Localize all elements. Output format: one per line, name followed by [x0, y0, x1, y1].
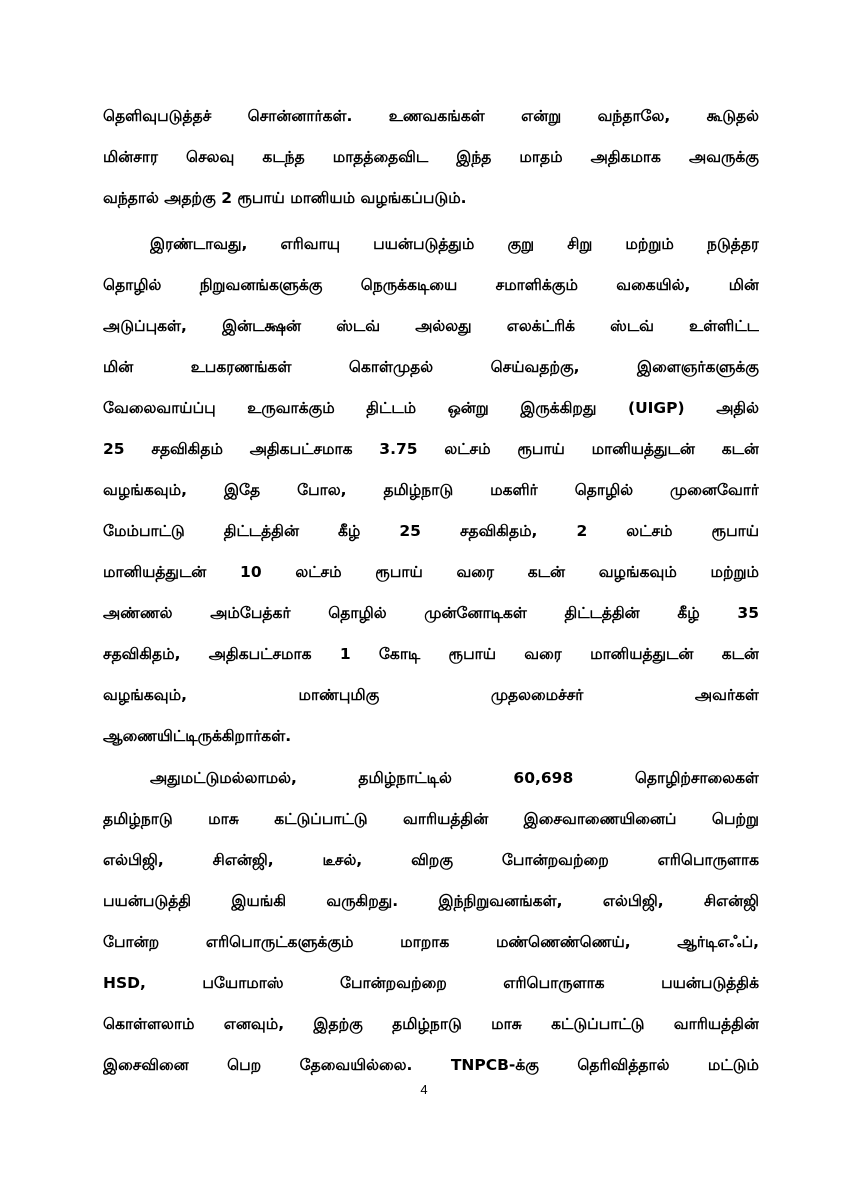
text-line: மின்சார செலவு கடந்த மாதத்தைவிட இந்த மாதம் அதிகமாக அவருக்கு [103, 148, 759, 166]
text-line: வழங்கவும், மாண்புமிகு முதலமைச்சர் அவர்கள் [103, 686, 759, 704]
page-number: 4 [420, 1082, 428, 1097]
text-line: போன்ற எரிபொருட்களுக்கும் மாறாக மண்ணெண்ணெய், ஆர்டிஎஃப், [103, 933, 759, 951]
text-line: 25 சதவிகிதம் அதிகபட்சமாக 3.75 லட்சம் ரூபாய் மானியத்துடன் கடன் [103, 440, 759, 458]
text-line: இரண்டாவது, எரிவாயு பயன்படுத்தும் குறு சிறு மற்றும் நடுத்தர [150, 235, 759, 253]
text-line: மானியத்துடன் 10 லட்சம் ரூபாய் வரை கடன் வழங்கவும் மற்றும் [103, 563, 759, 581]
text-line: வேலைவாய்ப்பு உருவாக்கும் திட்டம் ஒன்று இருக்கிறது (UIGP) அதில் [103, 399, 759, 417]
text-line: மின் உபகரணங்கள் கொள்முதல் செய்வதற்கு, இளைஞர்களுக்கு [103, 358, 759, 376]
text-line: சதவிகிதம், அதிகபட்சமாக 1 கோடி ரூபாய் வரை மானியத்துடன் கடன் [103, 645, 759, 663]
text-line: பயன்படுத்தி இயங்கி வருகிறது. இந்நிறுவனங்கள், எல்பிஜி, சிஎன்ஜி [103, 892, 759, 910]
text-line: அதுமட்டுமல்லாமல், தமிழ்நாட்டில் 60,698 தொழிற்சாலைகள் [150, 769, 759, 787]
text-line: அடுப்புகள், இன்டக்ஷன் ஸ்டவ் அல்லது எலக்ட்ரிக் ஸ்டவ் உள்ளிட்ட [103, 317, 759, 335]
text-line: அண்ணல் அம்பேத்கர் தொழில் முன்னோடிகள் திட்டத்தின் கீழ் 35 [103, 604, 759, 622]
text-line: ஆணையிட்டிருக்கிறார்கள். [103, 727, 292, 745]
text-line: இசைவினை பெற தேவையில்லை. TNPCB-க்கு தெரிவித்தால் மட்டும் [103, 1056, 759, 1074]
text-line: கொள்ளலாம் எனவும், இதற்கு தமிழ்நாடு மாசு கட்டுப்பாட்டு வாரியத்தின் [103, 1015, 759, 1033]
text-line: தொழில் நிறுவனங்களுக்கு நெருக்கடியை சமாளிக்கும் வகையில், மின் [103, 276, 759, 294]
text-line: வந்தால் அதற்கு 2 ரூபாய் மானியம் வழங்கப்படும். [103, 189, 467, 207]
text-line: தெளிவுபடுத்தச் சொன்னார்கள். உணவகங்கள் என்று வந்தாலே, கூடுதல் [103, 107, 759, 125]
text-line: HSD, பயோமாஸ் போன்றவற்றை எரிபொருளாக பயன்படுத்திக் [103, 974, 759, 992]
text-line: எல்பிஜி, சிஎன்ஜி, டீசல், விறகு போன்றவற்றை எரிபொருளாக [103, 851, 759, 869]
text-line: தமிழ்நாடு மாசு கட்டுப்பாட்டு வாரியத்தின் இசைவாணையினைப் பெற்று [103, 810, 759, 828]
text-line: மேம்பாட்டு திட்டத்தின் கீழ் 25 சதவிகிதம், 2 லட்சம் ரூபாய் [103, 522, 759, 540]
text-line: வழங்கவும், இதே போல, தமிழ்நாடு மகளிர் தொழில் முனைவோர் [103, 481, 759, 499]
